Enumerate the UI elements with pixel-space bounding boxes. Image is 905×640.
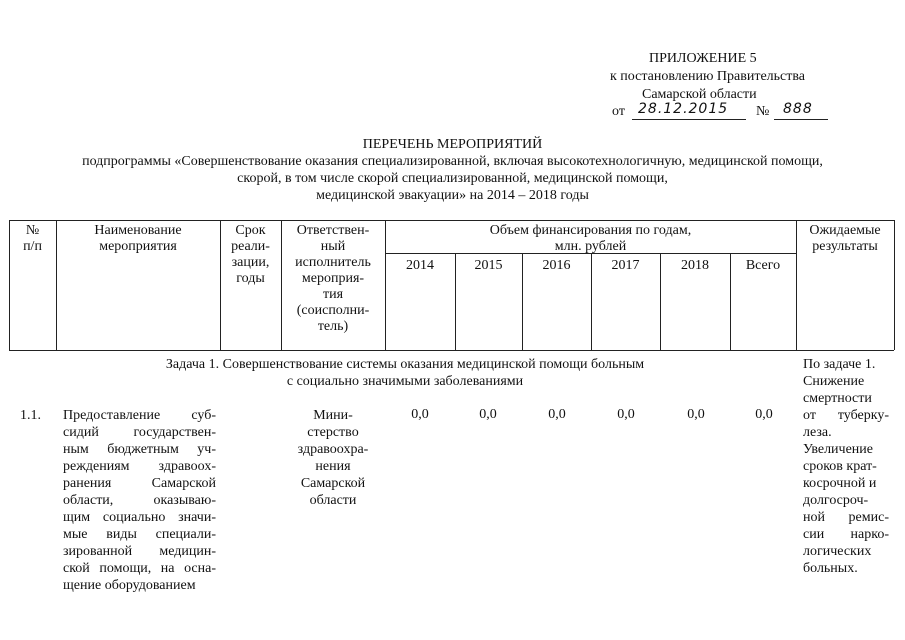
header-results: Ожидаемые результаты	[809, 223, 881, 254]
appendix-region: Самарской области	[642, 87, 757, 102]
value-2014: 0,0	[411, 407, 429, 422]
header-name: Наименование мероприятия	[94, 223, 182, 254]
row-number: 1.1.	[20, 408, 41, 423]
header-num: № п/п	[23, 223, 42, 254]
value-total: 0,0	[755, 407, 773, 422]
header-year-2016: 2016	[542, 258, 571, 273]
task-heading: Задача 1. Совершенствование системы оказания медицинской помощи больным с социально значимыми заболеваниями	[165, 357, 645, 389]
header-funding: Объем финансирования по годам, млн. рублей	[489, 223, 692, 254]
subtitle-line-1: подпрограммы «Совершенствование оказания специализированной, включая высокотехнологичную, медицинской помощи,	[82, 154, 823, 169]
appendix-number-label: №	[756, 104, 770, 119]
value-2016: 0,0	[548, 407, 566, 422]
appendix-title: ПРИЛОЖЕНИЕ 5	[649, 51, 757, 66]
row-responsible: Мини- стерство здравоохра- нения Самарской области	[297, 408, 369, 508]
subtitle-line-3: медицинской эвакуации» на 2014 – 2018 годы	[316, 188, 589, 203]
value-2018: 0,0	[687, 407, 705, 422]
expected-results: По задаче 1. Снижение смертности от туберку- леза. Увеличение сроков крат- косрочной и долгосроч- ной ремис- сии нарко- логических больных.	[803, 357, 889, 576]
appendix-resolution: к постановлению Правительства	[610, 69, 806, 84]
number-underline	[774, 119, 828, 120]
value-2015: 0,0	[479, 407, 497, 422]
header-year-2018: 2018	[681, 258, 709, 273]
header-responsible: Ответствен- ный исполнитель мероприя- тия (соисполни- тель)	[295, 223, 371, 334]
appendix-from-label: от	[612, 104, 625, 119]
page-title: ПЕРЕЧЕНЬ МЕРОПРИЯТИЙ	[362, 137, 543, 152]
header-term: Срок реали- зации, годы	[231, 223, 270, 286]
appendix-date: 28.12.2015	[638, 101, 729, 117]
appendix-number: 888	[783, 101, 813, 117]
header-year-2015: 2015	[474, 258, 503, 273]
header-year-2014: 2014	[406, 258, 434, 273]
header-year-2017: 2017	[611, 258, 640, 273]
header-total: Всего	[745, 258, 781, 273]
subtitle-line-2: скорой, в том числе скорой специализированной, медицинской помощи,	[237, 171, 668, 186]
value-2017: 0,0	[617, 407, 635, 422]
row-name: Предоставление суб- сидий государствен- ным бюджетным уч- реждениям здравоох- ранения Самарской области, оказываю- щим социально значи- мые виды специали- зированной медицин- ской помощи, на осна- щение оборудованием	[63, 408, 216, 593]
date-underline	[632, 119, 746, 120]
